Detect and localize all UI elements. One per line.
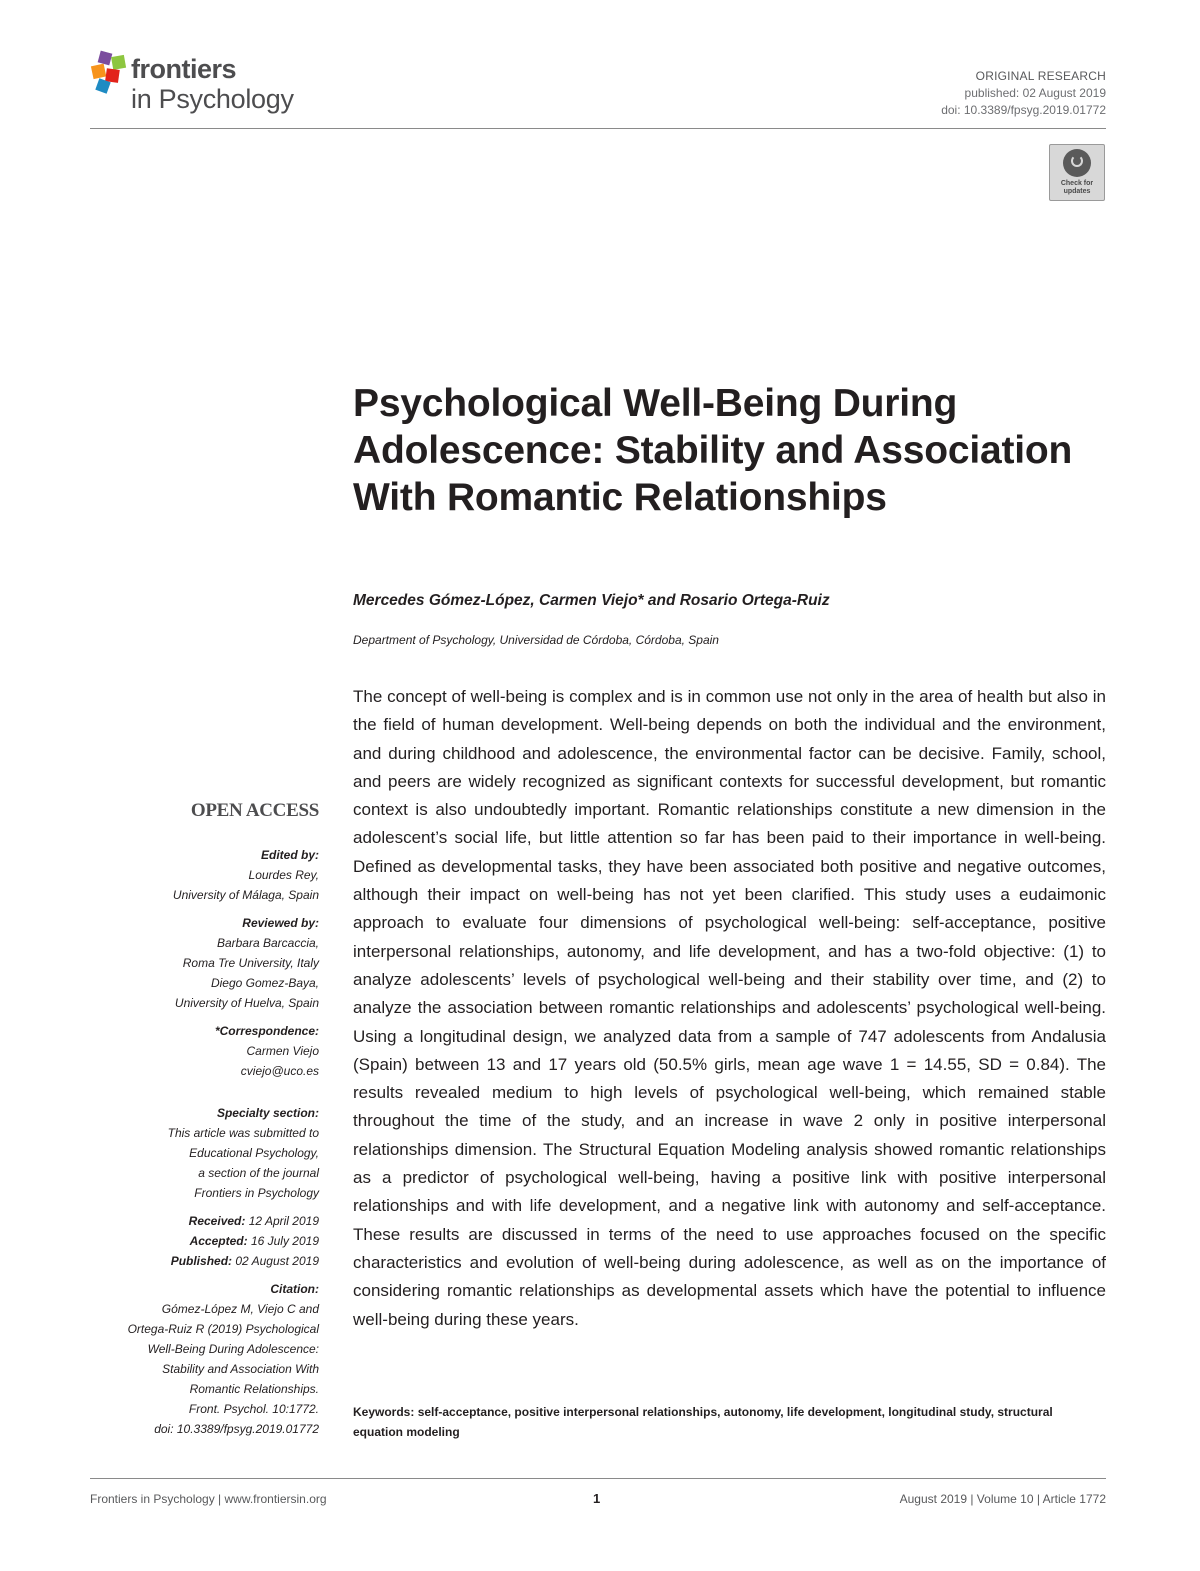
received-label: Received: bbox=[188, 1214, 246, 1228]
check-updates-label: Check for updates bbox=[1060, 180, 1094, 195]
frontiers-logo-icon bbox=[90, 50, 130, 96]
reviewer-2-name[interactable]: Diego Gomez-Baya, bbox=[210, 976, 319, 990]
citation-section bbox=[90, 1279, 319, 1439]
specialty-line: a section of the journal bbox=[198, 1166, 319, 1180]
specialty-line: This article was submitted to bbox=[167, 1126, 319, 1140]
correspondence-name: Carmen Viejo bbox=[246, 1044, 319, 1058]
correspondence-email[interactable]: cviejo@uco.es bbox=[240, 1064, 319, 1078]
published-date: published: 02 August 2019 bbox=[964, 86, 1106, 100]
abstract-text: The concept of well-being is complex and is in common use not only in the area of health but also in the field of human development. Well-being depends on both the individual and the environment, and during childhood and adolescence, the environmental factor can be decisive. Family, school, and peers are widely recognized as significant contexts for successful development, but romantic context is also undoubtedly important. Romantic relationships constitute a new dimension in the adolescent’s social life, but little attention so far has been paid to their importance in well-being. Defined as developmental tasks, they have been associated both positive and negative outcomes, although their impact on well-being has not yet been clarified. This study uses a eudaimonic approach to evaluate four dimensions of psychological well-being: self-acceptance, positive interpersonal relationships, autonomy, and life development, and has a two-fold objective: (1) to analyze adolescents’ levels of psychological well-being and their stability over time, and (2) to analyze the association between romantic relationships and adolescents’ psychological well-being. Using a longitudinal design, we analyzed data from a sample of 747 adolescents from Andalusia (Spain) between 13 and 17 years old (50.5% girls, mean age wave 1 = 14.55, SD = 0.84). The results revealed medium to high levels of psychological well-being, which remained stable throughout the time of the study, and an increase in wave 2 only in positive interpersonal relationships dimension. The Structural Equation Modeling analysis showed romantic relationships as a predictor of psychological well-being, having a positive link with positive interpersonal relationships and with life development, and a negative link with autonomy and self-acceptance. These results are discussed in terms of the need to use approaches focused on the specific characteristics and evolution of well-being during adolescence, as well as on the importance of considering romantic relationships as developmental assets which have the potential to influence well-being during these years. bbox=[353, 687, 1106, 1329]
reviewer-1-affiliation: Roma Tre University, Italy bbox=[182, 956, 319, 970]
accepted-date: 16 July 2019 bbox=[250, 1234, 319, 1248]
correspondence-section bbox=[90, 1021, 319, 1081]
reviewed-by-section bbox=[90, 913, 319, 1013]
keywords bbox=[353, 1402, 1106, 1442]
logo-brand: frontiers bbox=[131, 54, 237, 84]
published-label: Published: bbox=[170, 1254, 233, 1268]
citation-line: Gómez-López M, Viejo C and bbox=[161, 1302, 319, 1316]
citation-line: Stability and Association With bbox=[162, 1362, 319, 1376]
reviewer-1-name[interactable]: Barbara Barcaccia, bbox=[216, 936, 319, 950]
reviewer-2-affiliation: University of Huelva, Spain bbox=[174, 996, 319, 1010]
keywords-label: Keywords: bbox=[353, 1405, 415, 1419]
journal-logo[interactable] bbox=[90, 50, 320, 125]
edited-by-section bbox=[90, 845, 319, 905]
doi-link[interactable]: doi: 10.3389/fpsyg.2019.01772 bbox=[941, 103, 1106, 117]
citation-line: Well-Being During Adolescence: bbox=[147, 1342, 319, 1356]
published-row bbox=[90, 1251, 319, 1271]
article-type: ORIGINAL RESEARCH bbox=[975, 69, 1106, 83]
affiliation: Department of Psychology, Universidad de Córdoba, Córdoba, Spain bbox=[353, 633, 719, 647]
specialty-section bbox=[90, 1103, 319, 1203]
reviewed-by-label: Reviewed by: bbox=[242, 916, 319, 930]
specialty-label: Specialty section: bbox=[216, 1106, 319, 1120]
footer-journal-link[interactable]: Frontiers in Psychology | www.frontiersin.org bbox=[90, 1492, 327, 1506]
dates-section bbox=[90, 1211, 319, 1271]
citation-line: Romantic Relationships. bbox=[189, 1382, 319, 1396]
article-meta bbox=[941, 68, 1106, 119]
published-date-sidebar: 02 August 2019 bbox=[235, 1254, 319, 1268]
citation-doi[interactable]: doi: 10.3389/fpsyg.2019.01772 bbox=[154, 1422, 319, 1436]
keywords-list: self-acceptance, positive interpersonal relationships, autonomy, life development, longitudinal study, structural equation modeling bbox=[353, 1405, 1053, 1439]
citation-line: Front. Psychol. 10:1772. bbox=[188, 1402, 319, 1416]
received-date: 12 April 2019 bbox=[248, 1214, 319, 1228]
editor-affiliation: University of Málaga, Spain bbox=[172, 888, 319, 902]
received-row bbox=[90, 1211, 319, 1231]
page-number: 1 bbox=[593, 1491, 601, 1506]
open-access-label[interactable]: OPEN ACCESS bbox=[190, 800, 319, 821]
accepted-label: Accepted: bbox=[189, 1234, 248, 1248]
crossmark-icon bbox=[1063, 149, 1091, 177]
accepted-row bbox=[90, 1231, 319, 1251]
header-divider bbox=[90, 128, 1106, 129]
specialty-line: Frontiers in Psychology bbox=[194, 1186, 319, 1200]
edited-by-label: Edited by: bbox=[260, 848, 319, 862]
citation-label: Citation: bbox=[270, 1282, 319, 1296]
citation-line: Ortega-Ruiz R (2019) Psychological bbox=[127, 1322, 319, 1336]
article-title: Psychological Well-Being During Adolescence: Stability and Association With Romantic Relationships bbox=[353, 382, 1073, 519]
editor-name[interactable]: Lourdes Rey, bbox=[248, 868, 319, 882]
logo-journal: in Psychology bbox=[131, 84, 294, 114]
correspondence-label: *Correspondence: bbox=[214, 1024, 319, 1038]
check-for-updates-badge[interactable] bbox=[1049, 144, 1105, 201]
article-sidebar bbox=[90, 800, 319, 1447]
footer-divider bbox=[90, 1478, 1106, 1479]
author-list[interactable]: Mercedes Gómez-López, Carmen Viejo* and Rosario Ortega-Ruiz bbox=[353, 592, 830, 609]
footer-issue-info: August 2019 | Volume 10 | Article 1772 bbox=[899, 1492, 1106, 1506]
specialty-line: Educational Psychology, bbox=[189, 1146, 319, 1160]
